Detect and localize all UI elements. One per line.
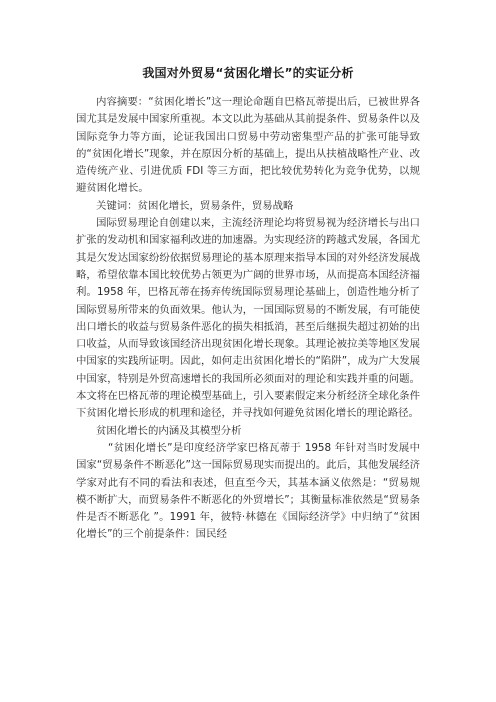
keywords-line: 关键词：贫困化增长，贸易条件，贸易战略 [96,199,294,212]
section-heading: 贫困化增长的内涵及其模型分析 [96,424,242,437]
abstract-paragraph: 内容摘要：“贫困化增长”这一理论命题自巴格瓦蒂提出后，已被世界各国尤其是发展中国家所重视。本文以此为基础从其前提条件、贸易条件以及国际竞争力等方面，论证我国出口贸易中劳动密集型产品的扩张可能导致的“贫困化增长”现象，并在原因分析的基础上，提出从扶植战略性产业、改造传统产业、引进优质 FDI 等三方面，把比较优势转化为竞争优势，以规避贫困化增长。 [76,96,420,195]
document-body [76,94,420,544]
body-paragraph-2: “贫困化增长”是印度经济学家巴格瓦蒂于 1958 年针对当时发展中国家“贸易条件不断恶化”这一国际贸易现实而提出的。此后，其他发展经济学家对此有不同的看法和表述，但直至今天，其基本涵义依然是：“贸易规模不断扩大，而贸易条件不断恶化的外贸增长”；其衡量标准依然是“贸易条件是否不断恶化 ”。1991 年，彼特·林德在《国际经济学》中归纳了“贫困化增长”的三个前提条件：国民经 [76,441,420,541]
document-title: 我国对外贸易“贫困化增长”的实证分析 [142,66,354,80]
body-paragraph-1: 国际贸易理论自创建以来，主流经济理论均将贸易视为经济增长与出口扩张的发动机和国家福利改进的加速器。为实现经济的跨越式发展，各国尤其是欠发达国家纷纷依据贸易理论的基本原理来指导本国的对外经济发展战略，希望依靠本国比较优势占领更为广阔的世界市场，从而提高本国经济福利。1958 年，巴格瓦蒂在扬弃传统国际贸易理论基础上，创造性地分析了国际贸易所带来的负面效果。他认为，一国国际贸易的不断发展，有可能使出口增长的收益与贸易条件恶化的损失相抵消，甚至后继损失超过初始的出口收益，从而导致该国经济出现贫困化增长现象。其理论被拉美等地区发展中国家的实践所证明。因此，如何走出贫困化增长的“陷阱”，成为广大发展中国家，特别是外贸高速增长的我国所必须面对的理论和实践并重的问题。本文将在巴格瓦蒂的理论模型基础上，引入要素假定来分析经济全球化条件下贫困化增长形成的机理和途径，并寻找如何避免贫困化增长的理论路径。 [76,217,420,420]
